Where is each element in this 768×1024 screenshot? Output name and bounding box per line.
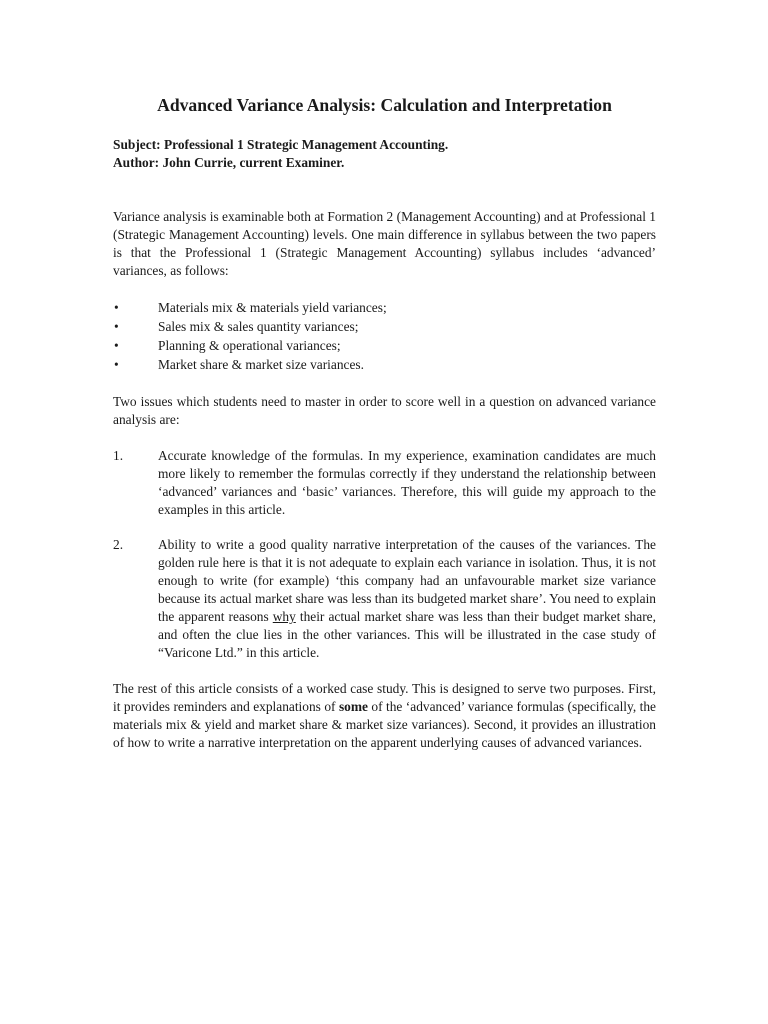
list-item-text: Accurate knowledge of the formulas. In my experience, examination candidates are much more likely to remember the formulas correctly if they understand the relationship between ‘advanced’ variances and ‘basic’ variances. Therefore, this will guide my approach to the examples in this article. [158,448,656,517]
issues-list [113,447,656,662]
bullet-icon: • [114,319,119,334]
document-meta [113,136,656,172]
list-item [113,298,656,317]
list-item [113,447,656,519]
list-item [113,536,656,662]
list-item [113,317,656,336]
subject-line: Subject: Professional 1 Strategic Management Accounting. [113,137,449,152]
list-item-text-start: Ability to write a good quality narrative interpretation of the causes of the variances. The golden rule here is that it is not adequate to explain each variance in isolation. Thus, it is not enough to write (for example) ‘this company had an unfavourable market size variance because its actual market share was less than its budgeted market share’. You need to explain the apparent reasons [158,537,656,624]
closing-text-start: The rest of this article consists of a worked case study. This is designed to serve two purposes. First, it provides reminders and explanations of [113,681,656,714]
bullet-icon: • [114,338,119,353]
underlined-emphasis: why [272,609,296,624]
list-item [113,336,656,355]
document-page [113,93,656,752]
closing-text-end: of the ‘advanced’ variance formulas (specifically, the materials mix & yield and market share & market size variances). Second, it provides an illustration of how to write a narrative interpretation on the apparent underlying causes of advanced variances. [113,699,656,750]
list-item-text: Materials mix & materials yield variances; [158,300,387,315]
document-title: Advanced Variance Analysis: Calculation and Interpretation [157,95,612,115]
intro-paragraph: Variance analysis is examinable both at Formation 2 (Management Accounting) and at Professional 1 (Strategic Management Accounting) levels. One main difference in syllabus between the two papers is that the Professional 1 (Strategic Management Accounting) syllabus includes ‘advanced’ variances, as follows: [113,209,656,278]
list-item-text: Planning & operational variances; [158,338,341,353]
list-item [113,355,656,374]
bullet-icon: • [114,357,119,372]
closing-paragraph [113,680,656,752]
bold-emphasis: some [338,699,368,714]
list-number: 2. [113,537,124,552]
list-item-text: Sales mix & sales quantity variances; [158,319,359,334]
issues-intro-paragraph: Two issues which students need to master in order to score well in a question on advanced variance analysis are: [113,394,656,427]
list-item-text-end: their actual market share was less than their budget market share, and often the clue lies in the other variances. This will be illustrated in the case study of “Varicone Ltd.” in this article. [158,609,656,660]
bullet-icon: • [114,300,119,315]
list-item-text: Market share & market size variances. [158,357,364,372]
author-line: Author: John Currie, current Examiner. [113,155,345,170]
advanced-variances-list [113,298,656,374]
list-number: 1. [113,448,124,463]
